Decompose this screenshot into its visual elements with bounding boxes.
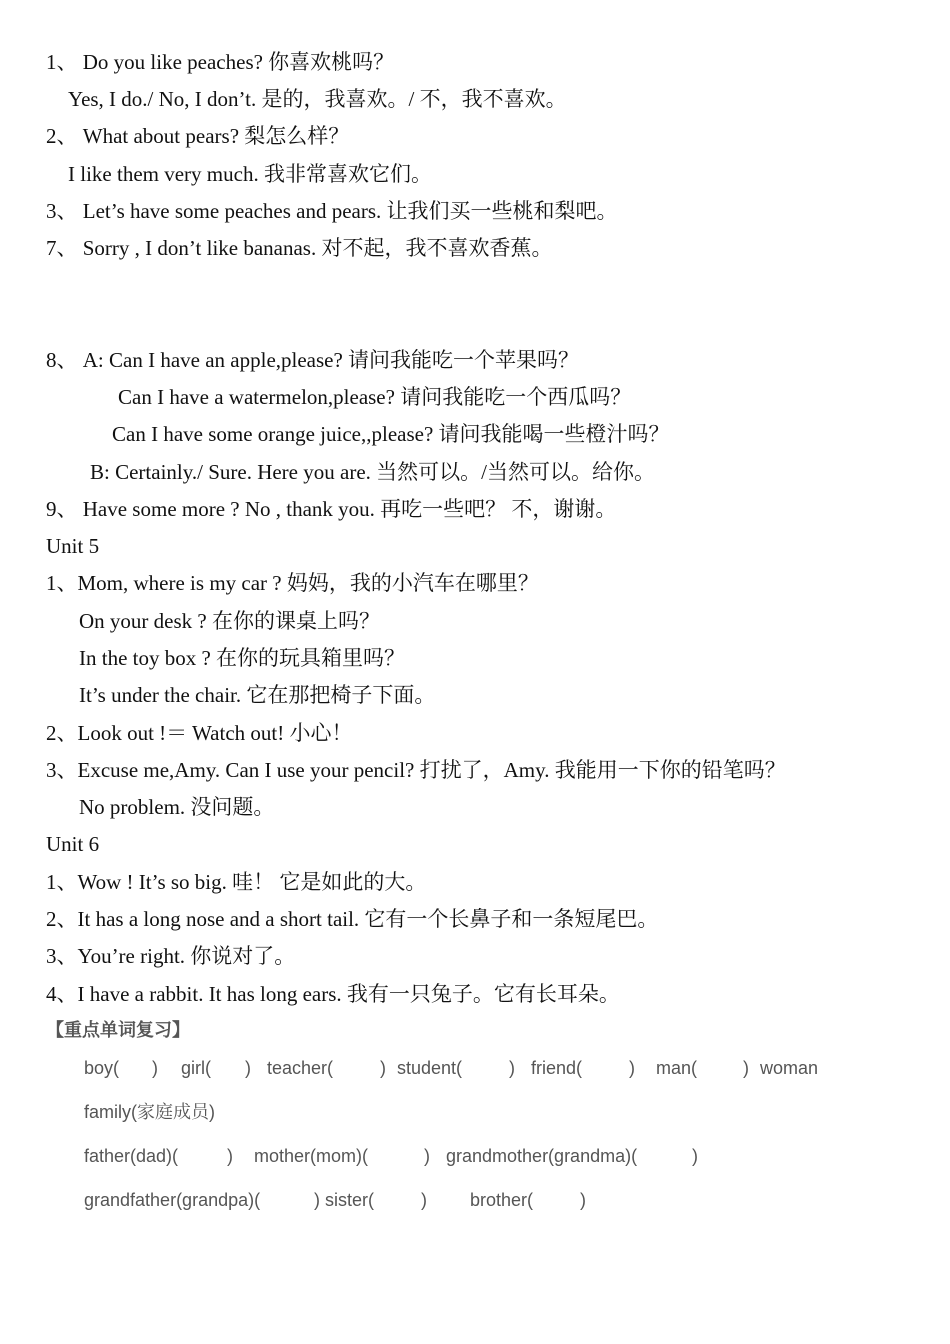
sentence-line: Can I have a watermelon,please? 请问我能吃一个西瓜吗？ (118, 385, 632, 409)
sentence-line: 1、Mom, where is my car ? 妈妈，我的小汽车在哪里？ (46, 571, 539, 595)
vocab-item: father(dad)( (84, 1146, 179, 1166)
sentence-line: 7、 Sorry , I don’t like bananas. 对不起，我不喜欢香蕉。 (46, 236, 553, 260)
sentence-line: It’s under the chair. 它在那把椅子下面。 (79, 683, 436, 707)
vocab-item: ) (743, 1058, 749, 1078)
vocab-item: teacher( (267, 1058, 334, 1078)
vocab-item: girl( (181, 1058, 211, 1078)
vocab-row (0, 1187, 950, 1213)
sentence-line: B: Certainly./ Sure. Here you are. 当然可以。/当然可以。给你。 (90, 460, 655, 484)
sentence-line: 3、Excuse me,Amy. Can I use your pencil? 打扰了，Amy. 我能用一下你的铅笔吗？ (46, 758, 786, 782)
sentence-line: I like them very much. 我非常喜欢它们。 (68, 162, 432, 186)
sentence-line: 2、Look out !＝ Watch out! 小心！ (46, 721, 353, 745)
vocab-item: ) (421, 1190, 427, 1210)
vocab-item: boy( (84, 1058, 120, 1078)
vocab-item: student( (397, 1058, 463, 1078)
sentence-line: 3、 Let’s have some peaches and pears. 让我们买一些桃和梨吧。 (46, 199, 618, 223)
sentence-line: On your desk ? 在你的课桌上吗？ (79, 609, 380, 633)
vocab-item: ) (629, 1058, 635, 1078)
vocab-item: ) (152, 1058, 158, 1078)
vocab-section-title: 【重点单词复习】 (46, 1020, 190, 1041)
sentence-line: In the toy box ? 在你的玩具箱里吗？ (79, 646, 406, 670)
vocab-item: ) (692, 1146, 698, 1166)
vocab-item: ) (424, 1146, 430, 1166)
vocab-item: ) (245, 1058, 251, 1078)
sentence-line: No problem. 没问题。 (79, 795, 275, 819)
vocab-row (0, 1099, 950, 1125)
vocab-item: friend( (531, 1058, 583, 1078)
sentence-line: 3、You’re right. 你说对了。 (46, 944, 296, 968)
vocab-item: man( (656, 1058, 698, 1078)
sentence-line: Yes, I do./ No, I don’t. 是的，我喜欢。/ 不，我不喜欢。 (68, 87, 567, 111)
sentence-line: 8、 A: Can I have an apple,please? 请问我能吃一个苹果吗？ (46, 348, 580, 372)
vocab-item: ) (227, 1146, 233, 1166)
vocab-row (0, 1143, 950, 1169)
vocab-item: grandmother(grandma)( (446, 1146, 638, 1166)
sentence-line: 4、I have a rabbit. It has long ears. 我有一只兔子。它有长耳朵。 (46, 982, 620, 1006)
vocab-item: ) (509, 1058, 515, 1078)
sentence-line: Can I have some orange juice,,please? 请问我能喝一些橙汁吗？ (112, 422, 670, 446)
sentence-line: 1、 Do you like peaches? 你喜欢桃吗？ (46, 50, 395, 74)
sentence-line: 2、 What about pears? 梨怎么样？ (46, 124, 350, 148)
vocab-item: ) sister( (314, 1190, 374, 1210)
sentence-line: 2、It has a long nose and a short tail. 它有一个长鼻子和一条短尾巴。 (46, 907, 659, 931)
vocab-item: family(家庭成员) (84, 1102, 215, 1122)
vocab-item: mother(mom)( (254, 1146, 369, 1166)
sentence-line: 1、Wow ! It’s so big. 哇！ 它是如此的大。 (46, 870, 427, 894)
vocab-item: woman (760, 1058, 819, 1078)
vocab-item: ) (580, 1190, 586, 1210)
vocab-item: grandfather(grandpa)( (84, 1190, 261, 1210)
sentence-line: 9、 Have some more ? No , thank you. 再吃一些吧？ 不，谢谢。 (46, 497, 617, 521)
vocab-row (0, 1055, 950, 1081)
vocab-item: brother( (470, 1190, 534, 1210)
unit-heading: Unit 5 (46, 534, 100, 558)
vocab-item: ) (380, 1058, 386, 1078)
unit-heading: Unit 6 (46, 832, 100, 856)
